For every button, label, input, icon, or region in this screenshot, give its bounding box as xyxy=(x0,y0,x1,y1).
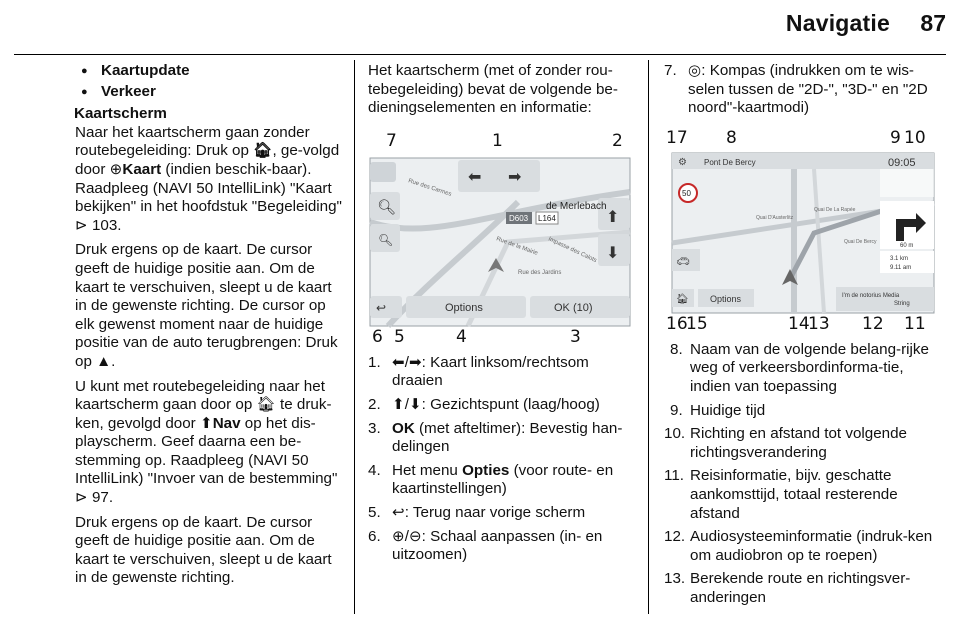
reference-arrow-icon: ⊳ xyxy=(75,489,88,507)
list-item: 1. ⬅/➡: Kaart linksom/rechtsom draaien xyxy=(368,353,589,390)
list-item: 7. ◎: Kompas (indrukken om te wis-selen tussen de "2D-", "3D-" en "2D noord"-kaartmodi) xyxy=(664,62,928,117)
nav-arrow-icon: ⬆ xyxy=(199,414,213,432)
figure-callout: 1 xyxy=(492,130,503,151)
figure-callout: 14 xyxy=(788,313,810,333)
arrow-down-icon: ⬇ xyxy=(606,242,620,262)
place-name: de Merlebach xyxy=(546,200,607,212)
road-label-b: L164 xyxy=(538,213,556,223)
options-label: Options xyxy=(710,293,742,304)
list-item: 4. Het menu Opties (voor route- en kaartinstellingen) xyxy=(368,461,614,498)
list-item: 2. ⬆/⬇: Gezichtspunt (laag/hoog) xyxy=(368,395,600,413)
list-item: 13. Berekende route en richtingsver-anderingen xyxy=(664,570,911,606)
compass-icon: ◎ xyxy=(688,62,702,79)
paragraph: Druk ergens op de kaart. De cursor geeft de huidige positie aan. Om de kaart te verschuiven, sleept u de kaart in de gewenste richting. De cursor op elk gewenst moment naar de huidige positie van de auto terugbrengen: Druk op ▲. xyxy=(75,241,338,370)
next-road-name: Pont De Bercy xyxy=(704,157,756,167)
paragraph: Druk ergens op de kaart. De cursor geeft de huidige positie aan. Om de kaart te verschuiven, sleept u de kaart in de gewenste richting. xyxy=(75,513,332,587)
page-header-title: Navigatie xyxy=(785,10,890,36)
street-label: Impasse des Calots xyxy=(547,236,598,264)
street-label: Quai D'Austerlitz xyxy=(756,214,794,221)
list-item: 12. Audiosysteeminformatie (indruk-ken om audiobron op te roepen) xyxy=(664,528,933,564)
ok-label: OK (10) xyxy=(554,301,593,314)
section-heading: Kaartscherm xyxy=(74,105,167,123)
figure-callout: 16 xyxy=(666,313,688,333)
reference-arrow-icon: ⊳ xyxy=(75,216,88,234)
list-item: 6. ⊕/⊖: Schaal aanpassen (in- en uitzoomen) xyxy=(368,527,603,564)
list-item: 8. Naam van de volgende belang-rijke weg of verkeersbordinforma-tie, indien van toepassing xyxy=(670,340,929,395)
list-item: 11. Reisinformatie, bijv. geschatte aankomsttijd, totaal resterende afstand xyxy=(664,467,898,522)
figure-callout: 6 xyxy=(372,326,383,344)
column-1 xyxy=(75,62,343,594)
home-icon: 🏠︎ xyxy=(256,396,276,414)
column-divider-2 xyxy=(648,60,649,614)
list-item: 5. ↩: Terug naar vorige scherm xyxy=(368,503,586,521)
compass-button xyxy=(370,162,396,182)
bullet-item: ● Verkeer xyxy=(75,83,343,102)
rotate-arrows-icon: ⬅/➡ xyxy=(392,353,422,371)
current-time: 09:05 xyxy=(888,156,916,169)
route-map-illustration xyxy=(664,123,948,333)
street-label: Quai De Bercy xyxy=(844,238,877,245)
home-icon: 🏠︎ xyxy=(676,293,689,305)
zoom-in-icon: 🔍︎ xyxy=(377,197,397,216)
figure-callout: 10 xyxy=(904,127,926,148)
audio-info-line: String xyxy=(894,300,910,307)
figure-callout: 3 xyxy=(570,326,581,344)
route-map-figure xyxy=(664,123,948,333)
figure-callout: 9 xyxy=(890,127,901,148)
home-icon: 🏠︎ xyxy=(253,142,273,160)
figure-callout: 15 xyxy=(686,313,708,333)
speed-limit-value: 50 xyxy=(682,188,691,198)
street-label: Quai De La Rapée xyxy=(814,206,856,213)
zoom-out-icon: 🔍︎ xyxy=(378,232,394,247)
page-number: 87 xyxy=(920,10,946,36)
figure-callout: 7 xyxy=(386,130,397,151)
street-label: Rue de la Mairie xyxy=(495,236,539,257)
rotate-right-icon: ➡ xyxy=(508,166,522,186)
column-divider-1 xyxy=(354,60,355,614)
settings-icon: ⚙ xyxy=(678,156,687,168)
figure-callout: 11 xyxy=(904,313,926,333)
road-label-a: D603 xyxy=(509,213,529,223)
paragraph: U kunt met routebegeleiding naar het kaartscherm gaan door op 🏠︎ te druk-ken, gevolgd door ⬆Nav op het dis-playscherm. Geef daarna een be-stemming op. Raadpleeg (NAVI 50 IntelliLink) "Invoer van de bestemming" ⊳ 97. xyxy=(75,377,338,507)
rotate-left-icon: ⬅ xyxy=(468,166,482,186)
header-rule xyxy=(14,54,946,55)
distance-next: 60 m xyxy=(900,242,914,249)
column-3 xyxy=(664,62,948,613)
options-label: Options xyxy=(445,301,483,314)
list-item: 3. OK (met afteltimer): Bevestig han-delingen xyxy=(368,419,623,456)
zoom-icon: ⊕/⊖ xyxy=(392,527,422,545)
list-item: 10. Richting en afstand tot volgende richtingsverandering xyxy=(664,425,907,461)
paragraph: Naar het kaartscherm gaan zonder routebegeleiding: Druk op 🏠︎, ge-volgd door ⊕Kaart (indien beschik-baar). Raadpleeg (NAVI 50 IntelliLink) "Kaart bekijken" in het hoofdstuk "Begeleiding" ⊳ 103. xyxy=(75,123,342,234)
figure-callout: 5 xyxy=(394,326,405,344)
back-icon: ↩ xyxy=(392,503,405,521)
map-icon: ⊕ xyxy=(109,160,123,178)
map-screen-illustration xyxy=(368,122,632,344)
bullet-item: ● Kaartupdate xyxy=(75,62,343,81)
figure-callout: 8 xyxy=(726,127,737,148)
audio-info-panel xyxy=(836,287,934,311)
audio-info-line: I'm de notorius Media xyxy=(842,292,900,299)
distance-total: 3.1 km xyxy=(890,255,909,262)
traffic-icon: 🚗︎ xyxy=(676,254,690,268)
figure-callout: 13 xyxy=(808,313,830,333)
street-label: Rue des Jardins xyxy=(518,269,562,276)
tilt-arrows-icon: ⬆/⬇ xyxy=(392,395,422,413)
back-arrow-icon: ↩ xyxy=(376,300,387,315)
eta: 9.11 am xyxy=(890,264,912,271)
list-item: 9. Huidige tijd xyxy=(670,401,766,419)
map-screen-figure xyxy=(368,122,632,344)
figure-callout: 2 xyxy=(612,130,623,151)
figure-callout: 12 xyxy=(862,313,884,333)
paragraph: Het kaartscherm (met of zonder rou-tebegeleiding) bevat de volgende be-dieningselementen en informatie: xyxy=(368,62,618,117)
street-label: Rue des Carmes xyxy=(407,177,453,198)
figure-callout: 4 xyxy=(456,326,467,344)
figure-callout: 17 xyxy=(666,127,688,148)
caret-up-icon: ▲ xyxy=(96,352,112,370)
column-2 xyxy=(368,62,634,570)
arrow-up-icon: ⬆ xyxy=(606,206,620,226)
